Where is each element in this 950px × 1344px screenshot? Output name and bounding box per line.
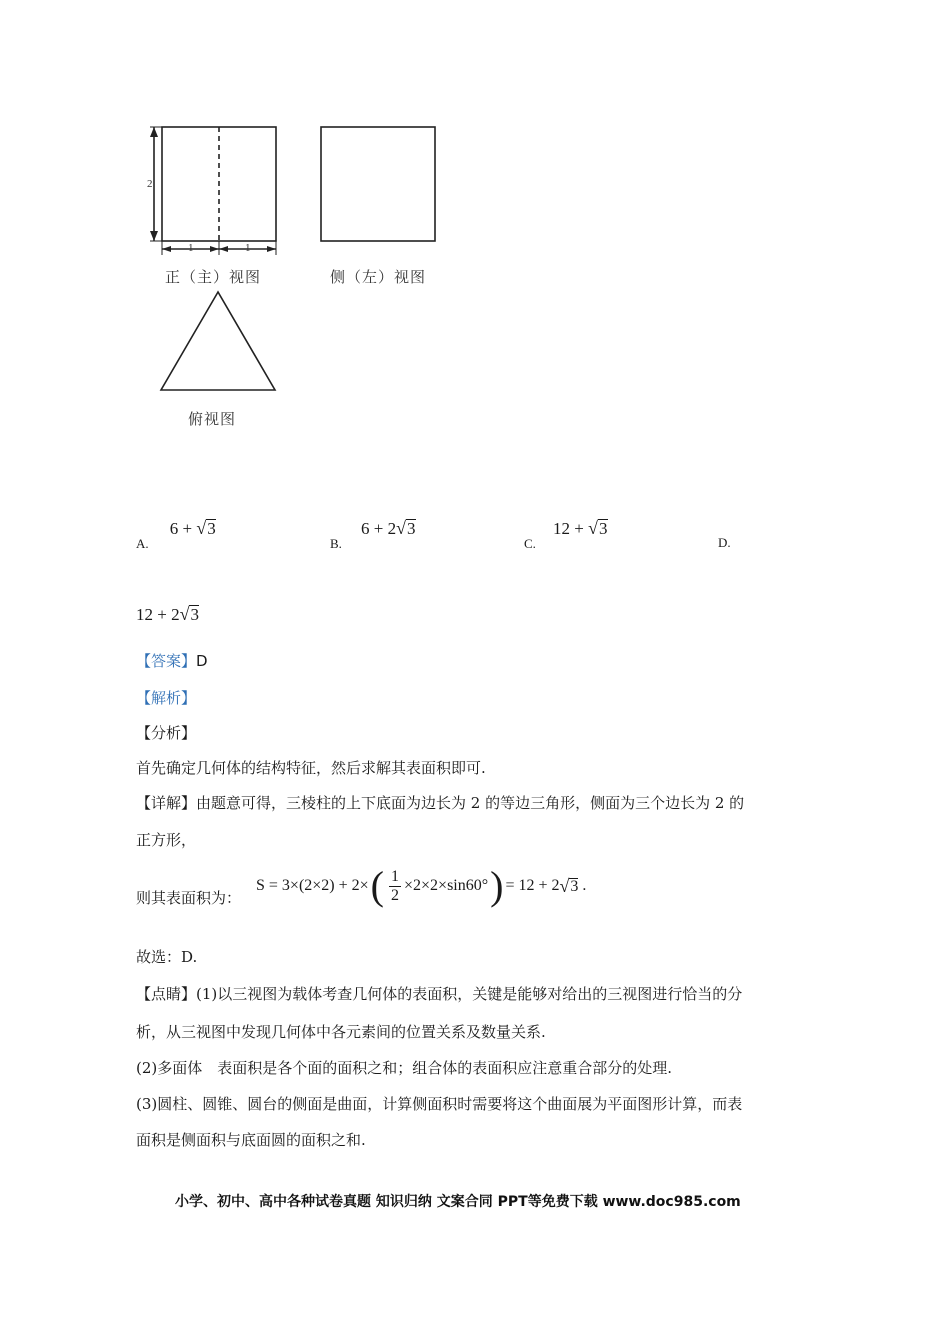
answer-value: D xyxy=(196,652,208,670)
option-d[interactable] xyxy=(718,532,731,551)
analysis-tag: 【解析】 xyxy=(136,689,197,707)
detail-line-3-prefix: 则其表面积为： xyxy=(136,889,242,907)
choice-line: 故选：D. xyxy=(136,948,198,966)
surface-area-formula: S = 3×(2×2) + 2× ( $\frac{1}{2}$ ×2×2×sin60° ) = 12 + 2 √ 3 . xyxy=(256,863,587,908)
front-view-label: 正（主）视图 xyxy=(165,268,262,286)
option-a[interactable] xyxy=(136,518,216,551)
option-letter: C. xyxy=(524,536,536,551)
detail-line-2: 正方形， xyxy=(136,831,197,849)
option-expression: 6 + 2√3 xyxy=(361,518,416,538)
detail-tag: 【详解】 xyxy=(136,794,197,812)
option-letter: A. xyxy=(136,536,149,551)
option-d-expression: 12 + 2√3 xyxy=(136,604,199,624)
side-view-label: 侧（左）视图 xyxy=(330,268,427,286)
height-dimension-label: 2 xyxy=(147,178,153,190)
width-dimension-left-label: 1 xyxy=(188,242,194,254)
option-c[interactable] xyxy=(524,518,608,551)
top-view-label: 俯视图 xyxy=(188,410,237,428)
answer-tag: 【答案】 xyxy=(136,652,197,670)
comment-line-3: (2)多面体 表面积是各个面的面积之和；组合体的表面积应注意重合部分的处理. xyxy=(136,1059,673,1077)
top-view-triangle xyxy=(161,292,275,390)
page-footer: 小学、初中、高中各种试卷真题 知识归纳 文案合同 PPT等免费下载 www.doc985.com xyxy=(175,1194,741,1210)
detail-line-1: 【详解】由题意可得，三棱柱的上下底面为边长为 2 的等边三角形，侧面为三个边长为 2 的 xyxy=(136,794,745,812)
comment-line-1: 【点睛】(1)以三视图为载体考查几何体的表面积，关键是能够对给出的三视图进行恰当的分 xyxy=(136,985,743,1003)
comment-tag: 【点睛】 xyxy=(136,985,197,1003)
option-expression: 6 + √3 xyxy=(169,518,216,538)
answer-line xyxy=(136,650,208,672)
option-letter: B. xyxy=(330,536,342,551)
comment-line-4: (3)圆柱、圆锥、圆台的侧面是曲面，计算侧面积时需要将这个曲面展为平面图形计算，而表 xyxy=(136,1095,743,1113)
option-b[interactable] xyxy=(330,518,416,551)
option-expression: 12 + √3 xyxy=(553,518,608,538)
comment-line-5: 面积是侧面积与底面圆的面积之和. xyxy=(136,1131,366,1149)
option-letter: D. xyxy=(718,535,731,550)
side-view-square xyxy=(321,127,435,241)
comment-line-2: 析，从三视图中发现几何体中各元素间的位置关系及数量关系. xyxy=(136,1023,546,1041)
fenxi-tag: 【分析】 xyxy=(136,724,197,742)
fenxi-text: 首先确定几何体的结构特征，然后求解其表面积即可. xyxy=(136,759,486,777)
width-dimension-right-label: 1 xyxy=(245,242,251,254)
